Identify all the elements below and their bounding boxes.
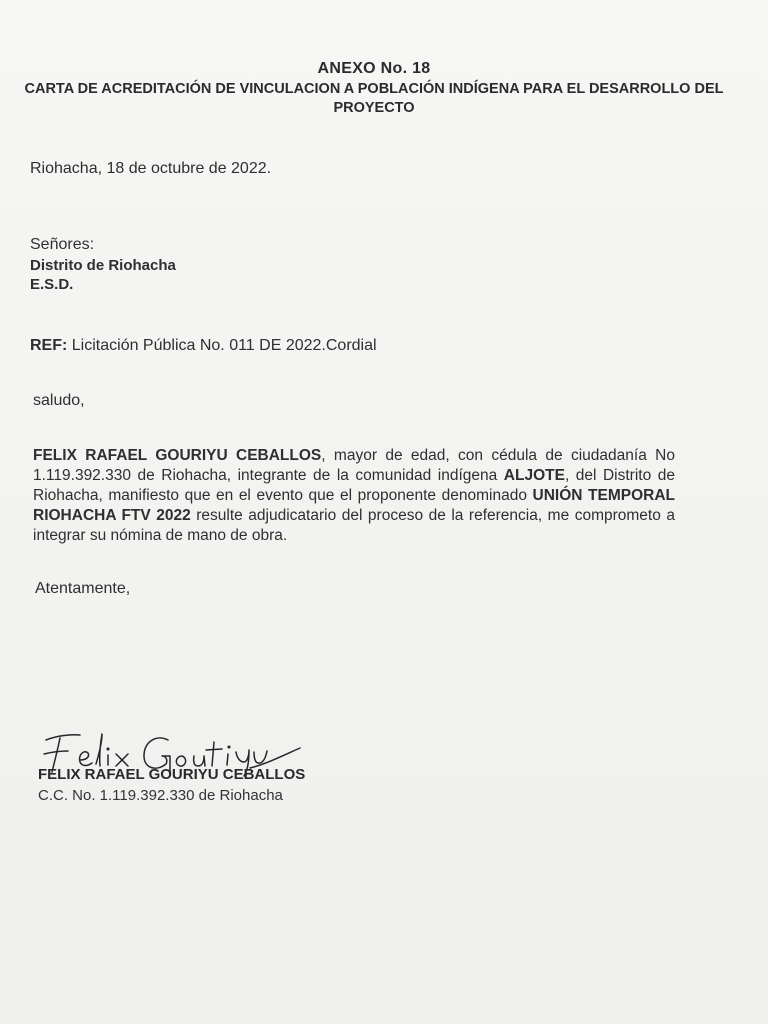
annex-number: ANEXO No. 18 — [317, 60, 431, 77]
title-block — [24, 60, 724, 118]
document-title: CARTA DE ACREDITACIÓN DE VINCULACION A POBLACIÓN INDÍGENA PARA EL DESARROLLO DEL PROYECTO — [24, 81, 724, 116]
closing: Atentamente, — [35, 580, 131, 597]
proponent-name: UNIÓN TEMPORAL RIOHACHA FTV 2022 — [33, 487, 675, 524]
reference-text: Licitación Pública No. 011 DE 2022.Cordial — [71, 337, 377, 354]
body-part-2: , del Distrito de Riohacha, manifiesto que en el evento que el proponente denominado — [33, 467, 675, 504]
greeting: saludo, — [33, 392, 85, 409]
recipient-esd: E.S.D. — [30, 276, 74, 293]
signatory-id: C.C. No. 1.119.392.330 de Riohacha — [38, 787, 283, 804]
body-part-1: , mayor de edad, con cédula de ciudadanía No 1.119.392.330 de Riohacha, integrante de la comunidad indígena — [33, 447, 675, 484]
signatory-name: FELIX RAFAEL GOURIYU CEBALLOS — [38, 766, 306, 783]
salutation: Señores: — [30, 236, 95, 253]
recipient-name: Distrito de Riohacha — [30, 257, 176, 274]
date-line: Riohacha, 18 de octubre de 2022. — [30, 160, 272, 177]
body-paragraph — [33, 446, 675, 546]
reference-label: REF: — [30, 337, 68, 354]
declarant-name: FELIX RAFAEL GOURIYU CEBALLOS — [33, 447, 322, 464]
body-part-3: resulte adjudicatario del proceso de la referencia, me comprometo a integrar su nómina de mano de obra. — [33, 507, 675, 544]
reference-line — [30, 337, 377, 355]
community-name: ALJOTE — [503, 467, 565, 484]
